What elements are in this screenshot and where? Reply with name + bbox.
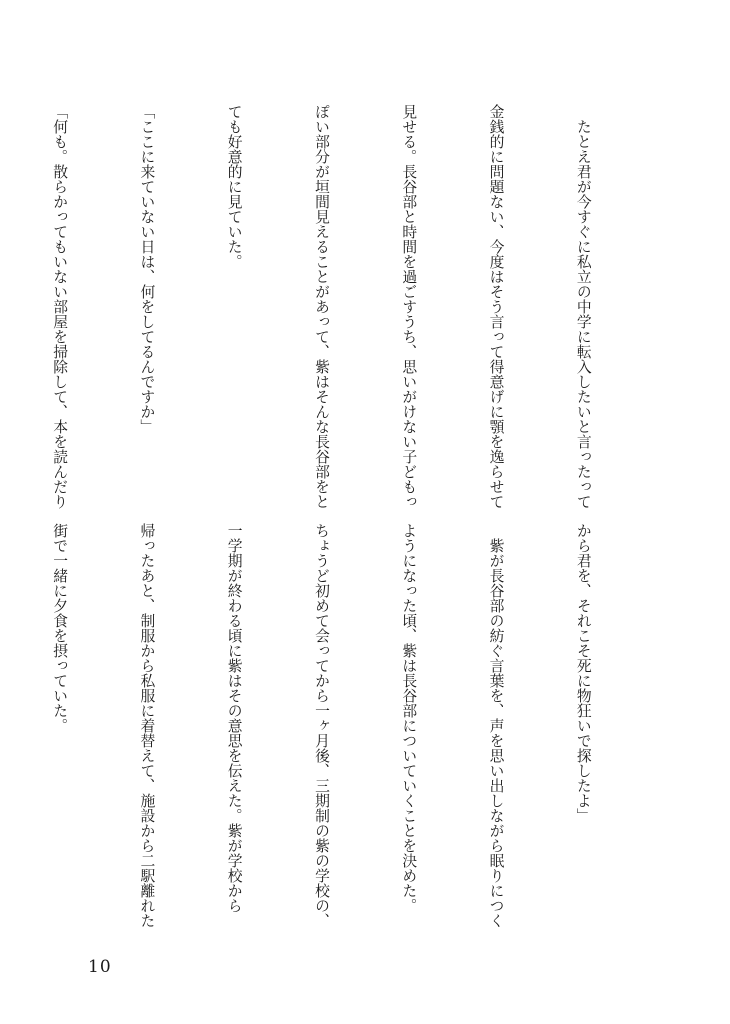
text-line: ても好意的に見ていた。 [225,104,243,269]
upper-text-block [51,104,656,509]
text-line: 帰ったあと、制服から私服に着替えて、施設から二駅離れた [138,523,156,928]
lower-text-block [51,523,656,928]
text-line: 「何も。散らかってもいない部屋を掃除して、本を読んだり [51,104,69,509]
text-line: 見せる。長谷部と時間を過ごすうち、思いがけない子どもっ [400,104,418,509]
text-line: 一学期が終わる頃に紫はその意思を伝えた。紫が学校から [225,523,243,913]
text-line: ちょうど初めて会ってから一ヶ月後、三期制の紫の学校の、 [312,523,330,928]
text-line: たとえ君が今すぐに私立の中学に転入したいと言ったって [574,104,592,509]
text-line: ぽい部分が垣間見えることがあって、紫はそんな長谷部をと [312,104,330,509]
page-number: 10 [88,957,112,977]
text-line: から君を、それこそ死に物狂いで探したよ」 [574,523,592,823]
text-line: 紫が長谷部の紡ぐ言葉を、声を思い出しながら眠りにつく [487,523,505,928]
text-line: ようになった頃、紫は長谷部についていくことを決めた。 [400,523,418,913]
text-line: 街で一緒に夕食を摂っていた。 [51,523,69,733]
text-line: 金銭的に問題ない、今度はそう言って得意げに顎を逸らせて [487,104,505,509]
text-line: 「ここに来ていない日は、何をしてるんですか」 [138,104,156,434]
